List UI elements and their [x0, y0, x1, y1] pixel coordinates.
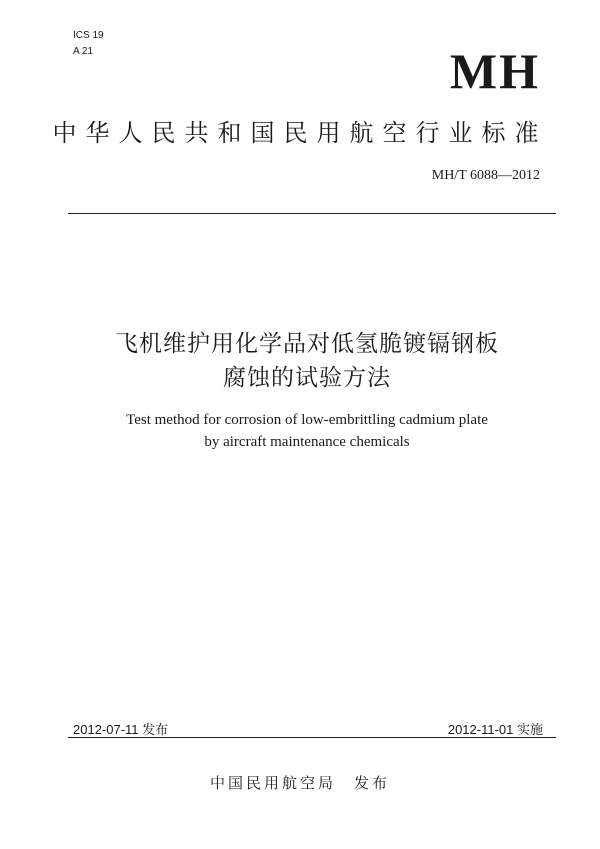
- standard-number: MH/T 6088—2012: [431, 168, 540, 183]
- publisher: [0, 772, 600, 793]
- top-divider: [68, 213, 556, 214]
- mh-logo: MH: [449, 43, 540, 99]
- chinese-title: [0, 327, 600, 395]
- issue-date: 2012-07-11 发布: [73, 722, 169, 737]
- english-title-line-1: Test method for corrosion of low-embrittling cadmium plate: [126, 412, 488, 428]
- issue-word: 发布: [354, 774, 391, 792]
- chinese-title-line-2: 腐蚀的试验方法: [223, 365, 391, 391]
- chinese-title-line-1: 飞机维护用化学品对低氢脆镀镉钢板: [115, 331, 499, 357]
- ics-code: ICS 19: [73, 30, 104, 41]
- issuer-name: 中国民用航空局: [209, 774, 336, 792]
- implementation-date: 2012-11-01 实施: [447, 722, 543, 737]
- english-title-line-2: by aircraft maintenance chemicals: [204, 434, 410, 450]
- ccs-code: A 21: [73, 46, 94, 57]
- classification-codes: [73, 30, 104, 62]
- bottom-divider: [68, 737, 556, 738]
- english-title: [0, 409, 600, 453]
- standard-category: 中华人民共和国民用航空行业标准: [52, 119, 548, 147]
